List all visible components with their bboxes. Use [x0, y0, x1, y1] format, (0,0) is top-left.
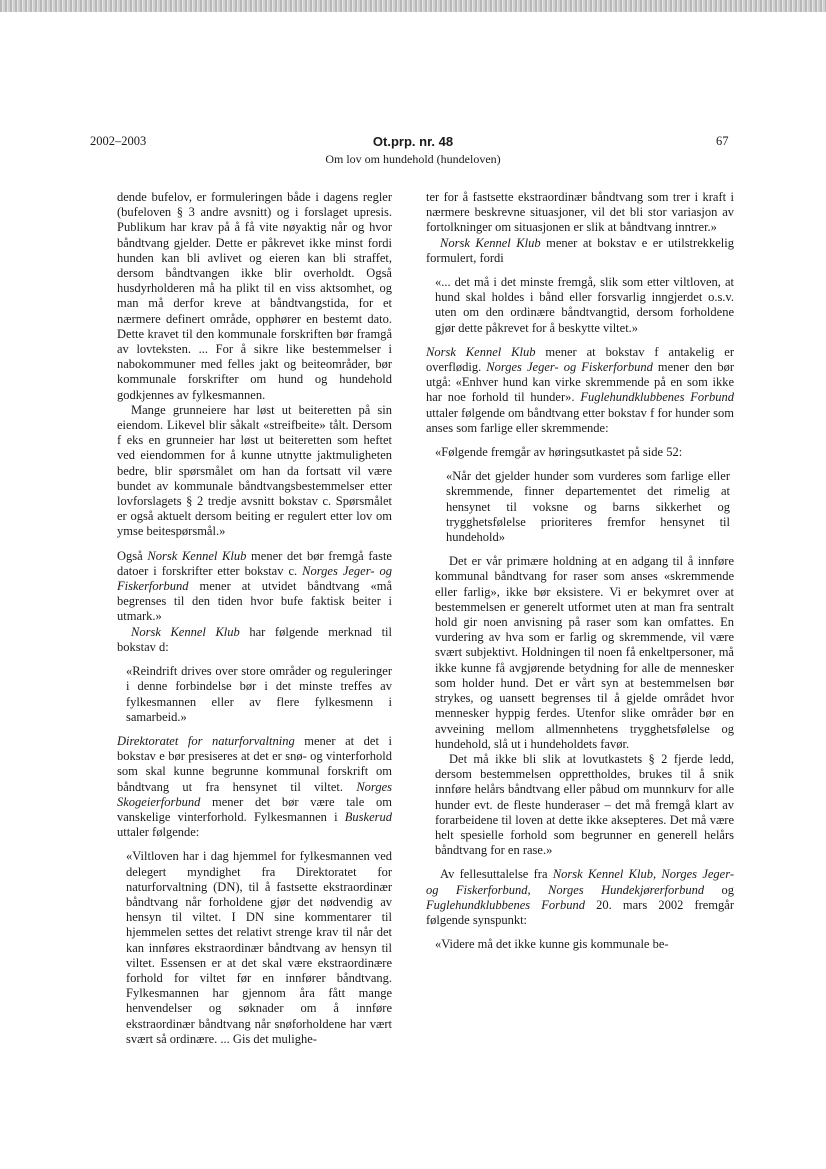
page-header [0, 134, 826, 174]
block-quote: «... det må i det minste fremgå, slik som etter viltloven, at hund skal holdes i bånd eller forsvarlig inngjerdet o.s.v. uten om den ordinære båndtvangtid, dersom forholdene gjør dette påkrevet for å beskytte viltet.» [435, 275, 734, 335]
paragraph: Også Norsk Kennel Klub mener det bør fremgå faste datoer i forskrifter etter bokstav c. Norges Jeger- og Fiskerforbund mener at utvidet båndtvang «må begrenses til den tiden hvor bufe faktisk beiter i utmark.» [117, 548, 393, 624]
nested-quote: «Når det gjelder hunder som vurderes som farlige eller skremmende, finner departementet det rimelig at hensynet til voksne og barns sikkerhet og trygghetsfølelse prioriteres fremfor hensynet til hundehold» [446, 469, 730, 545]
paragraph: Norsk Kennel Klub mener at bokstav f antakelig er overflødig. Norges Jeger- og Fiskerforbund mener den bør utgå: «Enhver hund kan virke skremmende på en som ikke har noe forhold til hunder». Fuglehundklubbenes Forbund uttaler følgende om båndtvang etter bokstav f for hunder som anses som farlige eller skremmende: [426, 344, 735, 435]
scan-edge-artifact [0, 0, 826, 12]
paragraph: Norsk Kennel Klub mener at bokstav e er utilstrekkelig formulert, fordi [426, 235, 734, 265]
header-center [0, 134, 826, 167]
block-quote: «Viltloven har i dag hjemmel for fylkesmannen ved delegert myndighet fra Direktoratet for naturforvaltning (DN), til å fastsette ekstraordinær båndtvang når forholdene gjør det nødvendig av hensyn til viltet. I DN sine kommentarer til hjemmelen settes det relativt strenge krav til når det kan innføres ekstraordinær båndtvang av hensyn til viltet. Essensen er at det skal være ekstraordinære forhold for viltet før en innfører båndtvang. Fylkesmannen har gjennom åra fått mange henvendelser og søknader om å innføre ekstraordinær båndtvang når snøforholdene har vært svært så ordinære. ... Gis det mulighe- [126, 849, 392, 1046]
paragraph: Av fellesuttalelse fra Norsk Kennel Klub, Norges Jeger- og Fiskerforbund, Norges Hundekjørerforbund og Fuglehundklubbenes Forbund 20. mars 2002 fremgår følgende synspunkt: [426, 867, 735, 927]
block-quote: «Reindrift drives over store områder og reguleringer i denne forbindelse bør i det minste treffes av fylkesmannen eller av flere fylkesmenn i samarbeid.» [126, 664, 392, 724]
paragraph: ter for å fastsette ekstraordinær båndtvang som trer i kraft i nærmere beskrevne situasjoner, vil det bli stor variasjon av fortolkninger om situasjonen er slik at båndtvang inntrer.» [426, 190, 734, 235]
right-column [426, 190, 734, 952]
paragraph: Direktoratet for naturforvaltning mener at det i bokstav e bør presiseres at det er snø- og vinterforhold som skal kunne begrunne kommunal forskrift om båndtvang ut fra hensynet til viltet. Norges Skogeierforbund mener det bør være tale om vanskelige vinterforhold. Fylkesmannen i Buskerud uttaler følgende: [117, 733, 392, 840]
block-quote: «Følgende fremgår av høringsutkastet på side 52: [435, 445, 683, 460]
block-quote: Det må ikke bli slik at lovutkastets § 2 fjerde ledd, dersom bestemmelsen opprettholdes, brukes til å snik innføre helårs båndtvang eller påbud om munnkurv for alle hunder evt. de fleste hunderaser – det må fremgå klart av forarbeidene til loven at dette ikke aksepteres. Det må være helt spesielle forhold som begrunner en generell helårs båndtvang for en rase.» [435, 751, 734, 858]
paragraph: Norsk Kennel Klub har følgende merknad til bokstav d: [117, 624, 392, 654]
block-quote: Det er vår primære holdning at en adgang til å innføre kommunal båndtvang for raser som anses «skremmende eller farlig», ikke bør eksistere. Vi er bekymret over at bestemmelsen er generelt utformet uten at man fra sentralt hold gir noen anvisning på raser som kan omfattes. En vurdering av hva som er farlig og skremmende, vil være svært subjektivt. Holdningen til noen få enkeltpersoner, må ikke kunne få avgjørende betydning for alle de mennesker som holder hund. Det er vårt syn at bestemmelsen bør strykes, og uansett begrenses til å gjelde området hvor mennesker hyppig ferdes. Utenfor slike områder bør en avveining mellom allmennhetens trygghetsfølelse og hundehold, slå ut i hundeholdets favør. [435, 554, 734, 751]
paragraph: Mange grunneiere har løst ut beiteretten på sin eiendom. Likevel blir såkalt «streifbeite» tålt. Dersom f eks en grunneier har løst ut beiteretten som heftet ved eiendommen for å kunne utnytte jaktmuligheten bedre, blir spørsmålet om han da fortsatt vil være bundet av kommunale båndtvangsbestemmelser etter lovforslagets § 2 tredje avsnitt bokstav c. Spørsmålet er også aktuelt dersom beiting er regulert etter lov om ymse beitespørsmål.» [117, 402, 392, 539]
page-number: 67 [716, 134, 729, 148]
paragraph: dende bufelov, er formuleringen både i dagens regler (bufeloven § 3 andre avsnitt) og i forslaget upresis. Publikum har krav på å få vite nøyaktig når og hvor båndtvang gjelder. Dette er påkrevet ikke minst fordi hunden kan bli avlivet og eieren kan bli straffet, dersom båndtvangen ikke blir overholdt. Også husdyrholderen må ha plikt til en viss aktsomhet, og man må derfor kreve at båndtvangstida, for et nærmere definert område, opphører en bestemt dato. Dette kravet til den kommunale forskriften bør framgå av lovteksten. ... For å sikre like bestemmelser i nabokommuner med felles jakt og beiteområder, bør kommunale forskrifter om hund og hundehold godkjennes av fylkesmannen. [117, 190, 392, 402]
document-title: Ot.prp. nr. 48 [372, 134, 454, 149]
block-quote: «Videre må det ikke kunne gis kommunale be- [435, 937, 669, 952]
left-column [117, 190, 392, 1047]
header-year: 2002–2003 [90, 134, 147, 148]
document-subtitle: Om lov om hundehold (hundeloven) [325, 152, 501, 166]
